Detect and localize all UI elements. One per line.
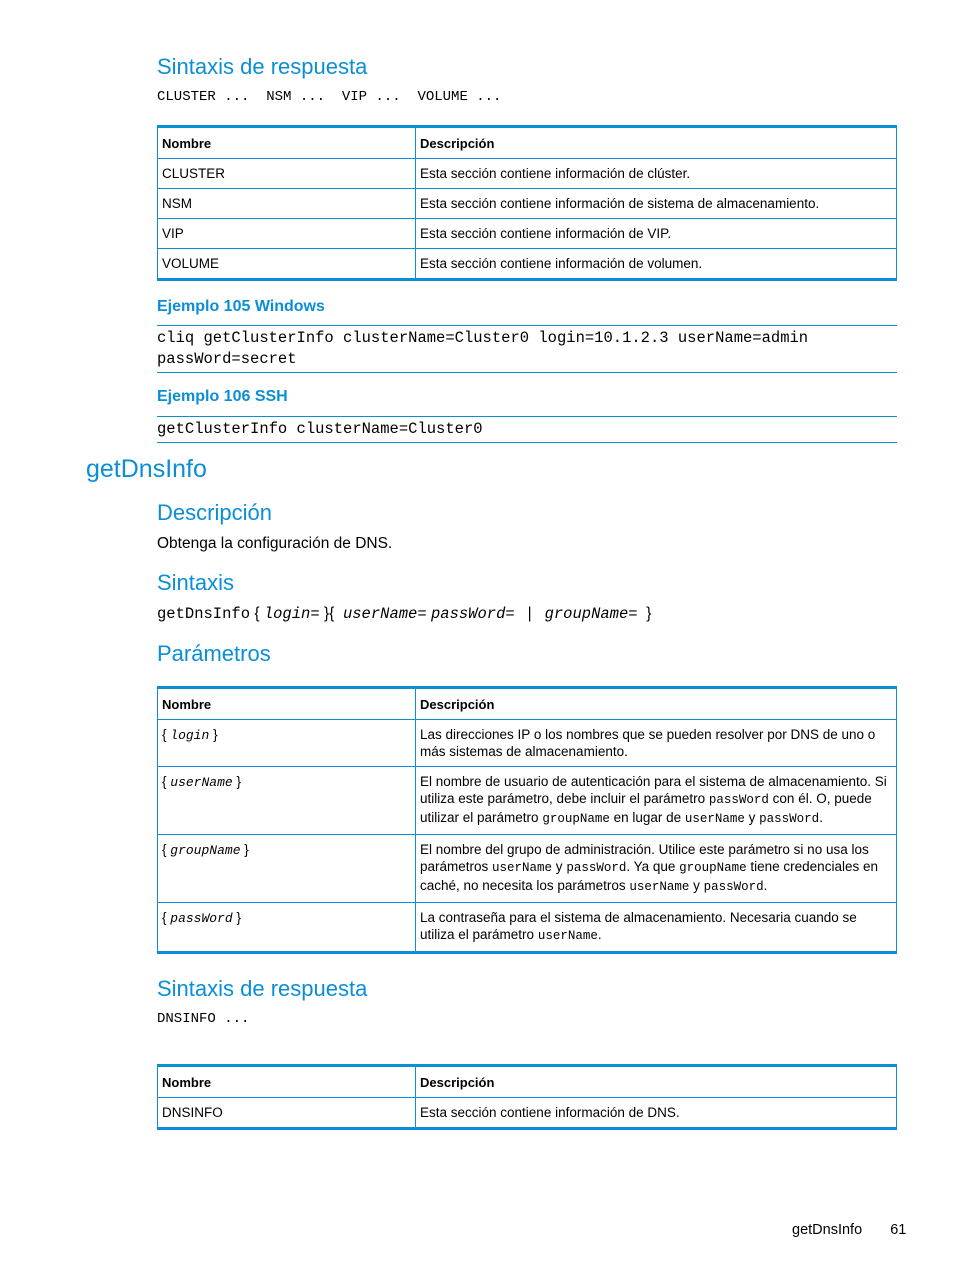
- footer: [792, 1222, 906, 1238]
- param-description-text: con él. O, puede utilizar el parámetro: [420, 791, 872, 825]
- param-description-text: .: [819, 810, 823, 825]
- param-description-text: en lugar de: [609, 810, 685, 825]
- dns-response-table: [157, 1064, 897, 1130]
- table-cell-name: NSM: [158, 189, 416, 219]
- parameters-table: [157, 686, 897, 954]
- table-cell-description: Esta sección contiene información de clúster.: [416, 159, 897, 189]
- table-row: [158, 720, 897, 767]
- inline-code: userName: [492, 861, 553, 875]
- syntax-pipe: |: [527, 605, 532, 622]
- brace-open: {: [162, 842, 167, 857]
- example-106-code: getClusterInfo clusterName=Cluster0: [157, 416, 897, 443]
- table-header-name: Nombre: [158, 127, 416, 159]
- page-title: getDnsInfo: [86, 455, 207, 483]
- param-name: userName: [170, 775, 233, 790]
- inline-code: passWord: [566, 861, 627, 875]
- parameters-heading: Parámetros: [157, 641, 271, 666]
- table-row: [158, 767, 897, 835]
- inline-code: passWord: [759, 812, 820, 826]
- param-description-text: Las direcciones IP o los nombres que se pueden resolver por DNS de uno o más sistemas de almacenamiento.: [420, 727, 876, 759]
- brace-open: {: [162, 774, 167, 789]
- syntax-heading: Sintaxis: [157, 570, 235, 595]
- table-header-description: Descripción: [416, 1066, 897, 1098]
- table-cell-description: Esta sección contiene información de volumen.: [416, 249, 897, 280]
- syntax-brace: }{: [323, 605, 335, 622]
- footer-label: getDnsInfo: [792, 1222, 863, 1238]
- table-cell-description: Esta sección contiene información de sistema de almacenamiento.: [416, 189, 897, 219]
- brace-close: }: [244, 842, 249, 857]
- description-heading: Descripción: [157, 500, 272, 525]
- example-106-title: Ejemplo 106 SSH: [157, 388, 288, 405]
- param-description-text: y: [689, 878, 704, 893]
- example-105-code: cliq getClusterInfo clusterName=Cluster0 login=10.1.2.3 userName=admin passWord=secret: [157, 325, 897, 373]
- param-description-cell: [416, 720, 897, 767]
- table-row: [158, 903, 897, 953]
- description-text: Obtenga la configuración de DNS.: [157, 535, 393, 552]
- inline-code: passWord: [708, 793, 769, 807]
- table-header-description: Descripción: [416, 127, 897, 159]
- response-syntax-line-2: DNSINFO ...: [157, 1011, 250, 1027]
- param-description-text: .: [763, 878, 768, 893]
- param-name: login: [170, 728, 210, 743]
- inline-code: passWord: [703, 880, 764, 894]
- response-table: [157, 125, 897, 281]
- syntax-groupname: groupName=: [544, 605, 638, 623]
- brace-open: {: [162, 910, 167, 925]
- syntax-login: login=: [263, 605, 320, 623]
- table-header-name: Nombre: [158, 1066, 416, 1098]
- param-description-cell: [416, 767, 897, 835]
- table-row: [158, 219, 897, 249]
- param-name-cell: [158, 720, 416, 767]
- param-description-text: y: [552, 859, 567, 874]
- param-description-text: La contraseña para el sistema de almacenamiento. Necesaria cuando se utiliza el parámetro: [420, 910, 857, 942]
- table-row: [158, 189, 897, 219]
- table-cell-name: VOLUME: [158, 249, 416, 280]
- syntax-brace: }: [646, 605, 652, 622]
- syntax-line: [157, 605, 651, 623]
- brace-close: }: [236, 910, 241, 925]
- param-description-cell: [416, 903, 897, 953]
- param-description-text: El nombre del grupo de administración. Utilice este parámetro si no usa los parámetros: [420, 842, 869, 874]
- brace-close: }: [236, 774, 241, 789]
- syntax-brace: {: [254, 605, 260, 622]
- table-cell-name: VIP: [158, 219, 416, 249]
- param-description-text: y: [744, 810, 760, 825]
- table-cell-name: DNSINFO: [158, 1098, 416, 1129]
- page-number: 61: [890, 1222, 907, 1238]
- syntax-username: userName=: [342, 605, 427, 623]
- response-syntax-heading-2: Sintaxis de respuesta: [157, 976, 368, 1001]
- table-row: [158, 159, 897, 189]
- table-cell-description: Esta sección contiene información de VIP.: [416, 219, 897, 249]
- param-name: groupName: [170, 843, 241, 858]
- table-header-name: Nombre: [158, 688, 416, 720]
- param-description-text: .: [597, 927, 602, 942]
- brace-open: {: [162, 727, 167, 742]
- param-name-cell: [158, 835, 416, 903]
- inline-code: groupName: [679, 861, 747, 875]
- param-description-text: tiene credenciales en caché, no necesita los parámetros: [420, 859, 878, 893]
- param-description-text: El nombre de usuario de autenticación para el sistema de almacenamiento. Si utiliza este parámetro, debe incluir el parámetro: [420, 774, 887, 806]
- table-cell-name: CLUSTER: [158, 159, 416, 189]
- inline-code: userName: [537, 929, 598, 943]
- param-name-cell: [158, 767, 416, 835]
- inline-code: groupName: [542, 812, 610, 826]
- syntax-password: passWord=: [430, 605, 515, 623]
- example-105-title: Ejemplo 105 Windows: [157, 298, 325, 315]
- brace-close: }: [213, 727, 218, 742]
- syntax-command: getDnsInfo: [157, 605, 251, 623]
- table-row: [158, 249, 897, 280]
- table-header-description: Descripción: [416, 688, 897, 720]
- response-syntax-line: CLUSTER ... NSM ... VIP ... VOLUME ...: [157, 89, 502, 105]
- param-name-cell: [158, 903, 416, 953]
- param-name: passWord: [170, 911, 233, 926]
- table-row: [158, 835, 897, 903]
- table-row: [158, 1098, 897, 1129]
- inline-code: userName: [629, 880, 690, 894]
- param-description-cell: [416, 835, 897, 903]
- inline-code: userName: [684, 812, 745, 826]
- response-syntax-heading: Sintaxis de respuesta: [157, 54, 368, 79]
- param-description-text: . Ya que: [626, 859, 680, 874]
- table-cell-description: Esta sección contiene información de DNS.: [416, 1098, 897, 1129]
